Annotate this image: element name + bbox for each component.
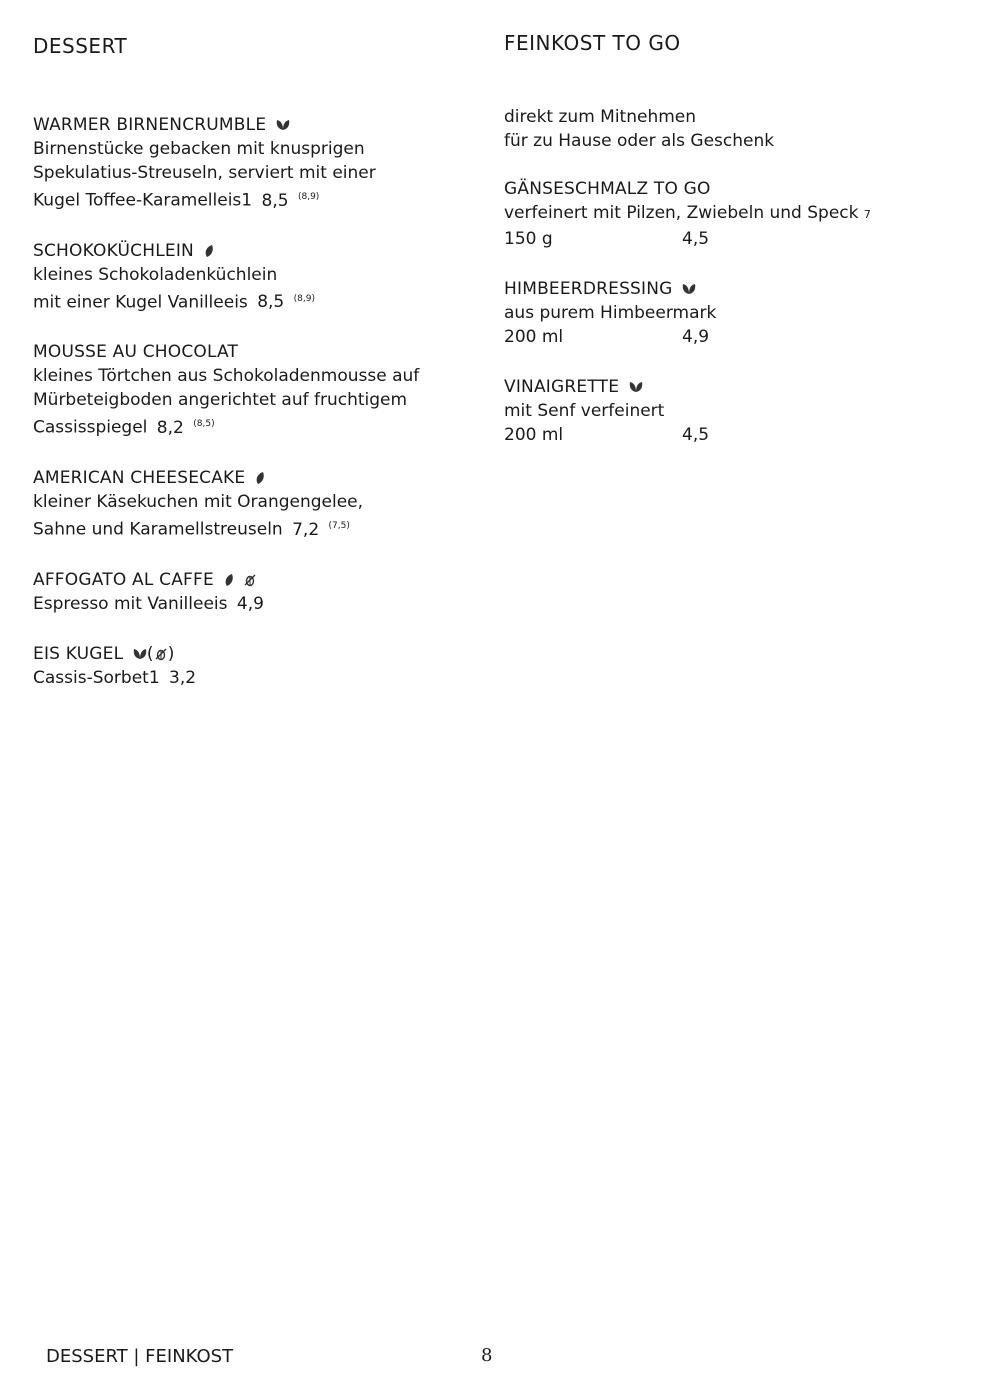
intro-line: für zu Hause oder als Geschenk <box>504 131 775 151</box>
item-price: 8,2 <box>156 417 184 438</box>
item-amount: 150 g <box>504 229 553 249</box>
item-desc-last: Kugel Toffee-Karamelleis1 <box>33 190 253 211</box>
feinkost-intro <box>504 105 944 153</box>
item-desc: mit Senf verfeinert <box>504 401 665 421</box>
item-desc-price-line <box>33 592 473 616</box>
vegan-leaf-icon <box>682 283 696 295</box>
amount-price-row <box>504 325 944 349</box>
item-desc-last: Cassis-Sorbet1 <box>33 667 160 688</box>
page-number: 8 <box>481 1345 493 1366</box>
item-small-price: (7,5) <box>328 520 350 531</box>
item-small-price: (8,9) <box>297 192 320 202</box>
vegetarian-icon <box>224 573 234 587</box>
menu-item <box>33 340 473 440</box>
menu-item <box>33 466 473 542</box>
item-amount: 200 ml <box>504 425 564 445</box>
item-desc-last: Cassisspiegel <box>33 417 148 438</box>
intro-line: direkt zum Mitnehmen <box>504 107 697 127</box>
vegan-leaf-icon <box>276 119 290 131</box>
item-name: AFFOGATO AL CAFFE <box>33 569 214 590</box>
paren-open: ( <box>146 643 154 664</box>
item-desc-price-line <box>33 514 473 542</box>
item-desc-line: Mürbeteigboden angerichtet auf fruchtigem <box>33 390 408 411</box>
item-desc-price-line <box>33 287 473 315</box>
feinkost-item <box>504 177 944 251</box>
item-name: MOUSSE AU CHOCOLAT <box>33 342 239 363</box>
item-desc-price-line <box>33 412 473 440</box>
menu-item <box>33 568 473 616</box>
item-price: 7,2 <box>292 519 320 540</box>
item-name: EIS KUGEL <box>33 643 124 664</box>
dessert-heading: DESSERT <box>33 34 128 58</box>
item-desc-line: Birnenstücke gebacken mit knusprigen <box>33 139 365 159</box>
vegetarian-icon <box>255 471 265 485</box>
item-title <box>33 642 473 666</box>
item-price: 3,2 <box>169 667 197 688</box>
item-desc-line: kleiner Käsekuchen mit Orangengelee, <box>33 491 364 512</box>
dessert-column <box>33 34 473 716</box>
item-price: 4,5 <box>682 425 710 445</box>
item-price: 8,5 <box>257 292 285 313</box>
item-price: 4,9 <box>682 327 710 347</box>
item-desc-price-line <box>33 185 473 213</box>
item-small-price: (8,9) <box>293 293 315 304</box>
item-desc-line: kleines Törtchen aus Schokoladenmousse auf <box>33 366 420 387</box>
item-desc-line: kleines Schokoladenküchlein <box>33 264 278 285</box>
vegetarian-icon <box>204 244 214 258</box>
item-title <box>33 239 473 263</box>
item-title <box>504 277 944 301</box>
vegan-leaf-icon <box>133 648 147 660</box>
item-desc-line <box>504 201 944 227</box>
item-price: 8,5 <box>261 190 289 211</box>
item-price: 4,9 <box>236 593 264 614</box>
feinkost-item <box>504 375 944 447</box>
item-title <box>504 375 944 399</box>
item-name: WARMER BIRNENCRUMBLE <box>33 115 267 135</box>
item-name: HIMBEERDRESSING <box>504 279 673 299</box>
item-title <box>33 340 473 364</box>
item-desc-note: 7 <box>863 208 871 221</box>
item-name: GÄNSESCHMALZ TO GO <box>504 179 711 199</box>
menu-item <box>33 239 473 315</box>
item-name: SCHOKOKÜCHLEIN <box>33 240 194 261</box>
item-title <box>33 113 473 137</box>
item-name: AMERICAN CHEESECAKE <box>33 467 246 488</box>
feinkost-item <box>504 277 944 349</box>
menu-item <box>33 113 473 213</box>
vegan-leaf-icon <box>629 381 643 393</box>
paren-close: ) <box>167 643 175 664</box>
item-desc-line: Spekulatius-Streuseln, serviert mit einer <box>33 163 376 183</box>
menu-item <box>33 642 473 690</box>
item-amount: 200 ml <box>504 327 564 347</box>
item-small-price: (8,5) <box>193 419 215 430</box>
no-caffeine-free-icon <box>154 647 168 661</box>
feinkost-column <box>504 31 944 473</box>
no-caffeine-free-icon <box>243 573 257 587</box>
footer-title: DESSERT | FEINKOST <box>46 1346 234 1367</box>
amount-price-row <box>504 423 944 447</box>
item-desc-price-line <box>33 666 473 690</box>
item-desc: aus purem Himbeermark <box>504 303 717 323</box>
item-price: 4,5 <box>682 229 710 249</box>
item-desc-last: Espresso mit Vanilleeis <box>33 593 228 614</box>
item-desc-last: Sahne und Karamellstreuseln <box>33 519 283 540</box>
item-name: VINAIGRETTE <box>504 377 620 397</box>
feinkost-heading: FEINKOST TO GO <box>504 31 681 55</box>
item-title <box>33 568 473 592</box>
item-desc-last: mit einer Kugel Vanilleeis <box>33 292 248 313</box>
amount-price-row <box>504 227 944 251</box>
item-title <box>33 466 473 490</box>
item-desc: verfeinert mit Pilzen, Zwiebeln und Speck <box>504 203 859 223</box>
